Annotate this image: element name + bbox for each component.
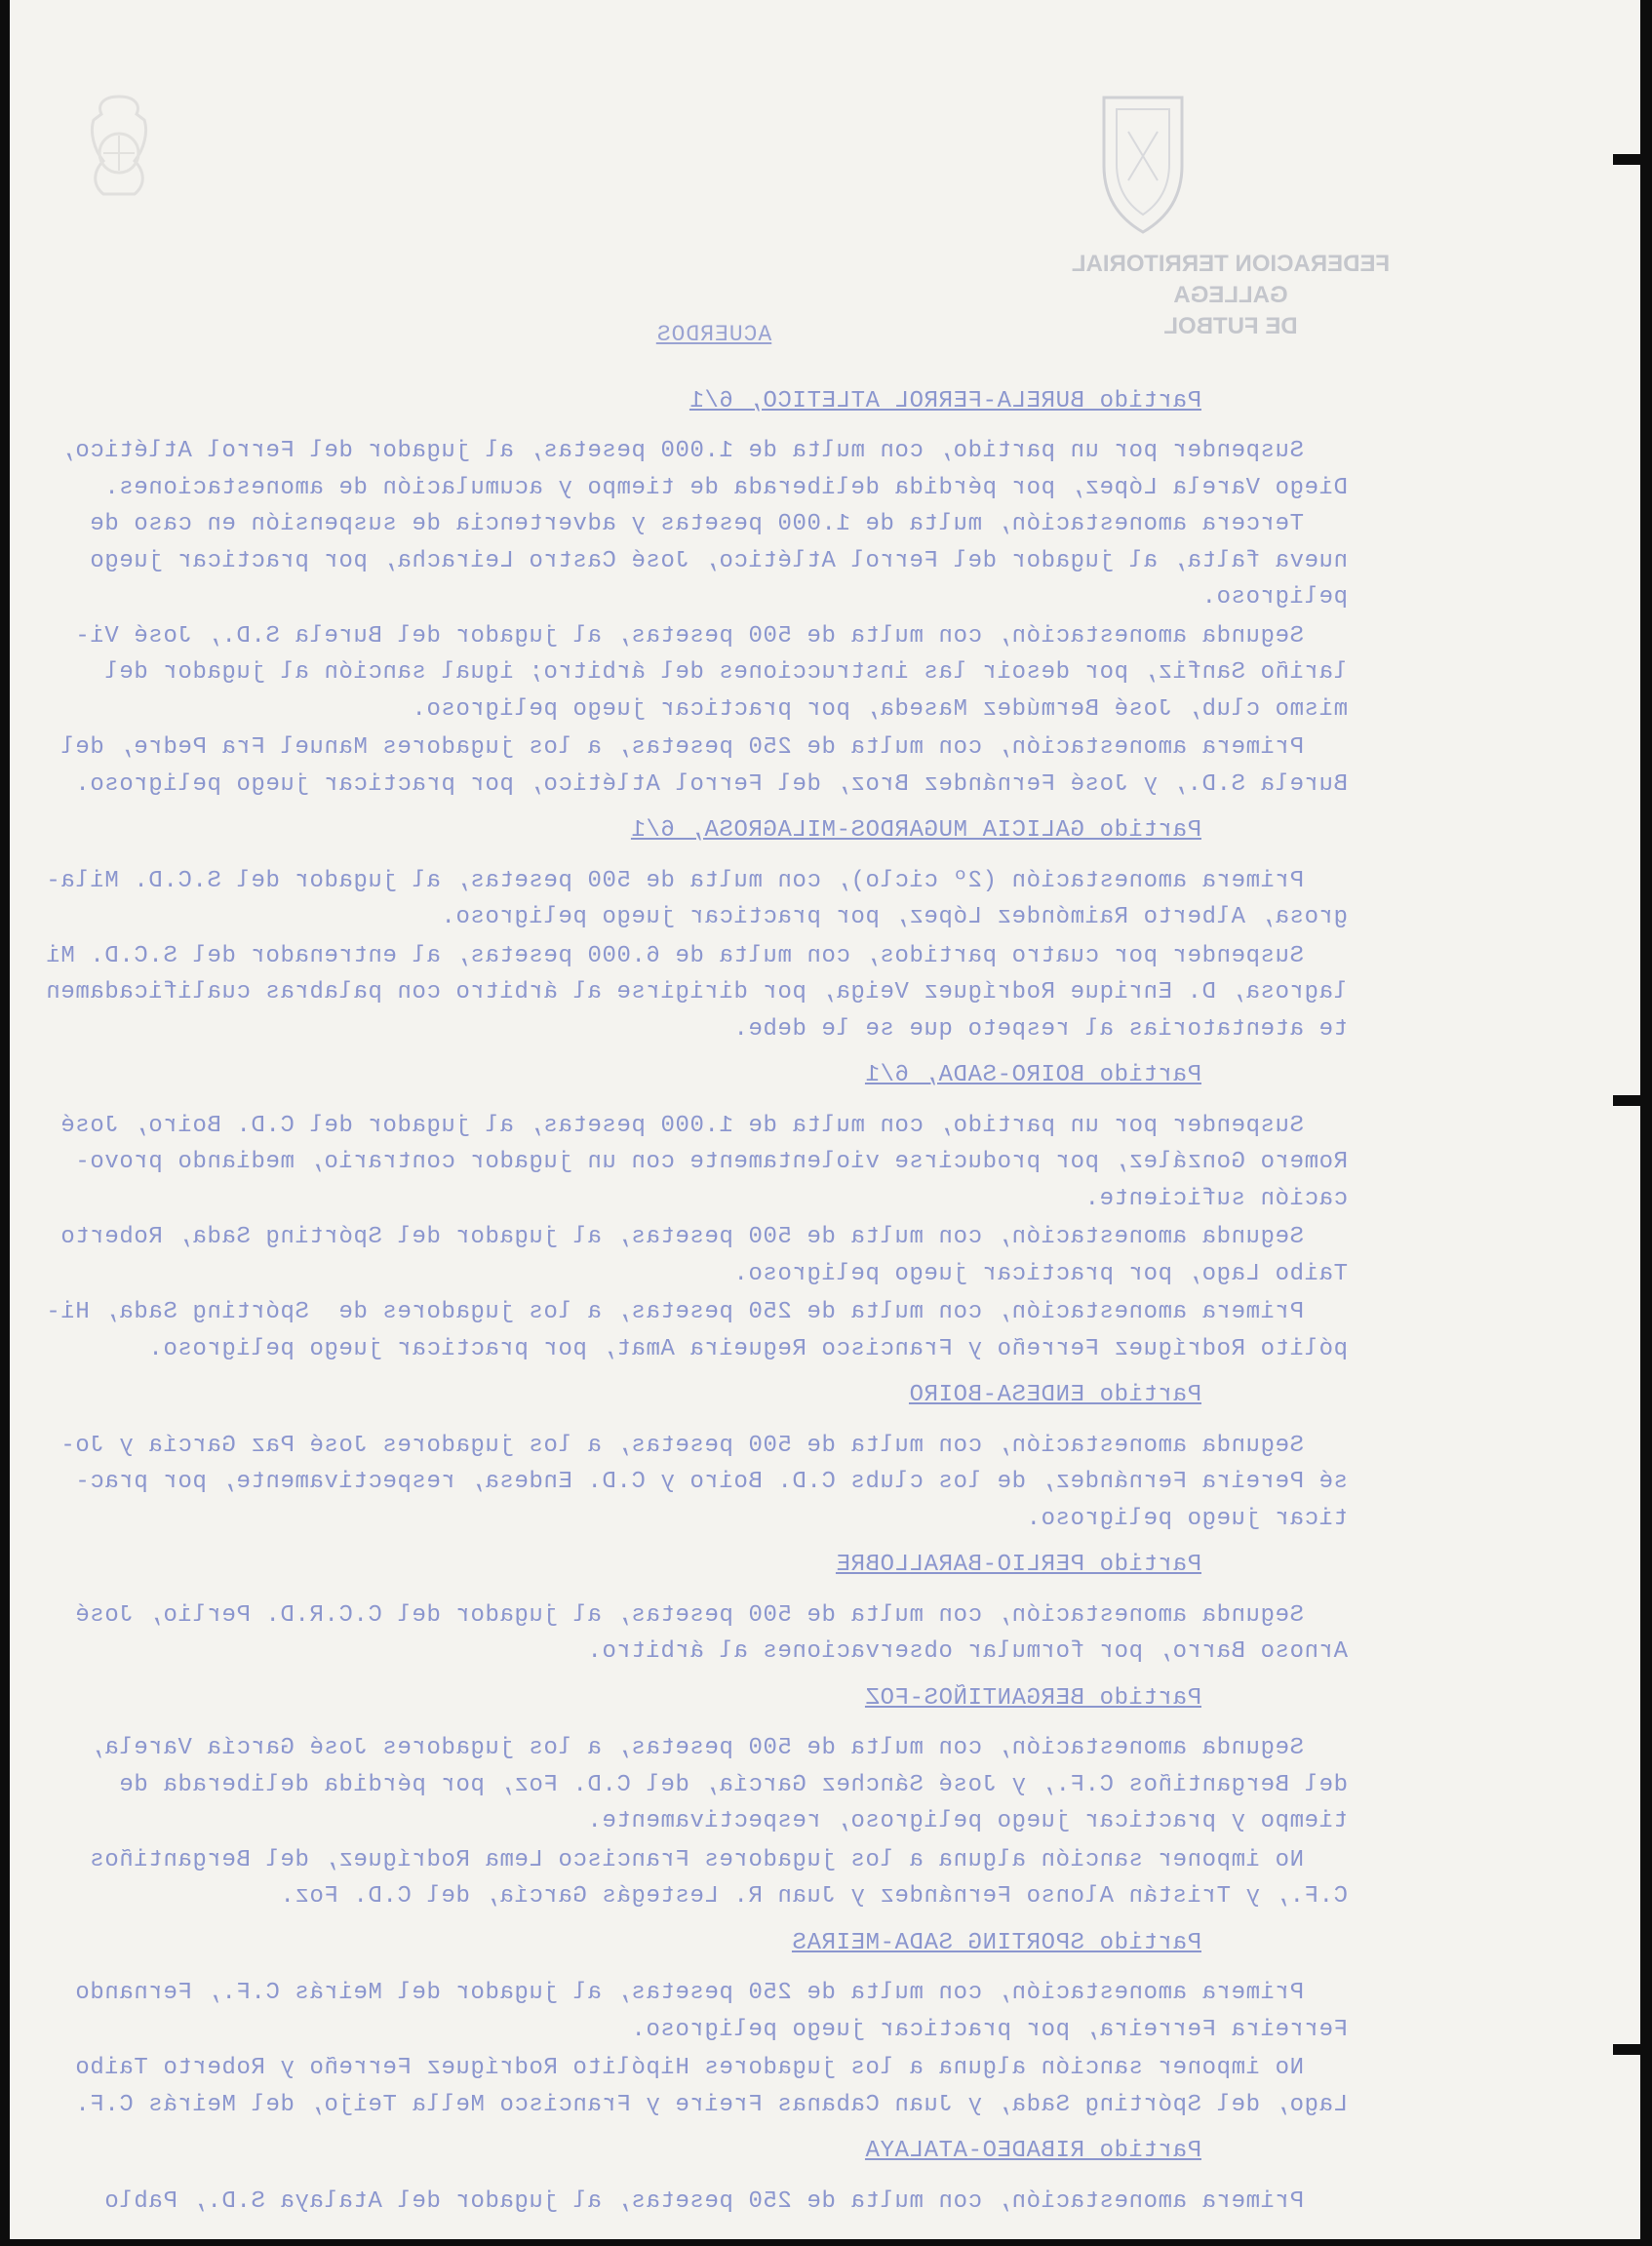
agreement-section [80,1680,1348,1915]
text-line: Romero González, por producirse violentamente con un jugador contrario, mediando provo- [74,1149,1348,1175]
letterhead-line-2: DE FUTBOL [1163,313,1298,339]
text-line: grosa, Alberto Raimóndez López, por practicar juego peligroso. [440,904,1348,930]
text-line: Primera amonestación, con multa de 250 pesetas, al jugador del Meirás C.F., Fernando [74,1980,1348,2006]
text-line: cación suficiente. [1083,1185,1348,1212]
text-line: Suspender por cuatro partidos, con multa de 6.000 pesetas, al entrenador del S.C.D. Mi [45,942,1348,969]
text-line: Suspender por un partido, con multa de 1.000 pesetas, al jugador del Ferrol Atlético, [59,438,1348,464]
agreement-paragraph [74,618,1348,729]
agreement-paragraph [59,1108,1348,1218]
section-title: Partido GALICIA MUGARDOS-MILAGROSA, 6/1 [630,817,1201,844]
agreement-paragraph [59,729,1348,803]
agreement-paragraph [59,1428,1348,1538]
text-line: No imponer sanción alguna a los jugadores Francisco Lema Rodríguez, del Bergantiños [89,1846,1348,1873]
section-title: Partido ENDESA-BOIRO [908,1382,1201,1408]
section-title: Partido BOIRO-SADA, 6/1 [864,1062,1201,1088]
section-title: Partido BURELA-FERROL ATLETICO, 6/1 [688,387,1201,414]
agreement-paragraph [80,2184,1348,2221]
text-line: ticar juego peligroso. [1025,1505,1348,1532]
agreement-paragraph [74,1975,1348,2048]
text-line: Segunda amonestación, con multa de 500 pesetas, al jugador del Spórting Sada, Roberto [59,1224,1348,1250]
seal-icon [1089,88,1197,239]
text-line: Primera amonestación, con multa de 250 pesetas, a los jugadores Manuel Fra Pedre, del [59,734,1348,761]
agreement-paragraph [74,2050,1348,2123]
binder-tab-bottom [1613,2044,1640,2055]
text-line: Arnoso Barro, por formular observaciones al árbitro. [586,1638,1348,1665]
text-line: Tercera amonestación, multa de 1.000 pesetas y advertencia de suspensión en caso de [89,511,1348,537]
agreement-paragraph [45,1294,1348,1367]
agreement-paragraph [59,1219,1348,1292]
sections-list [45,383,1348,2221]
text-line: lagrosa, D. Enrique Rodríguez Veiga, por dirigirse al árbitro con palabras cualificadamen [45,979,1348,1005]
text-line: nueva falta, al jugador del Ferrol Atlético, José Castro Leiracha, por practicar juego [89,547,1348,574]
agreement-paragraph [74,1597,1348,1671]
text-line: Primera amonestación, con multa de 250 pesetas, a los jugadores de Spórting Sada, Hi- [45,1299,1348,1325]
text-line: Taibo Lago, por practicar juego peligroso. [732,1260,1348,1287]
agreement-section [45,812,1348,1047]
text-line: Lago, del Spórting Sada, y Juan Cabanas Freire y Francisco Mella Teijo, del Meirás C.F. [74,2091,1348,2118]
text-line: Primera amonestación (2º ciclo), con multa de 500 pesetas, al jugador del S.C.D. Mila- [45,867,1348,894]
text-line: Segunda amonestación, con multa de 500 pesetas, a los jugadores José García Varela, [89,1735,1348,1761]
text-line: Diego Varela López, por pérdida deliberada de tiempo y acumulación de amonestaciones. [103,474,1348,501]
agreement-section [59,383,1348,804]
page-heading: ACUERDOS [655,322,772,347]
agreement-paragraph [45,863,1348,936]
text-line: Suspender por un partido, con multa de 1.000 pesetas, al jugador del C.D. Boiro, José [59,1112,1348,1139]
text-line: mismo club, José Bermúdez Maseda, por practicar juego peligroso. [411,695,1348,723]
binder-tab-top [1613,154,1640,165]
agreement-section [74,1547,1348,1671]
agreement-paragraph [80,1842,1348,1915]
section-title: Partido PERLIO-BARALLOBRE [835,1552,1201,1578]
text-line: Ferreira Ferreira, por practicar juego peligroso. [630,2016,1348,2043]
text-line: sé Pereira Fernández, de los clubs C.D. Boiro y C.D. Endesa, respectivamente, por prac- [74,1469,1348,1495]
letterhead-line-1: FEDERACION TERRITORIAL GALLEGA [1071,251,1391,308]
crest-icon [80,93,158,200]
text-line: te atentatorias al respeto que se le debe. [732,1015,1348,1043]
text-line: del Bergantiños C.F., y José Sánchez García, del C.D. Foz, por pérdida deliberada de [118,1771,1348,1798]
text-line: Segunda amonestación, con multa de 500 pesetas, a los jugadores José Paz García y Jo- [59,1432,1348,1459]
agreement-section [74,1925,1348,2124]
text-line: tiempo y practicar juego peligroso, respectivamente. [586,1808,1348,1834]
binder-tab-middle [1613,1095,1640,1106]
text-line: Burela S.D., y José Fernández Broz, del Ferrol Atlético, por practicar juego peligroso. [74,770,1348,798]
text-line: Primera amonestación, con multa de 250 pesetas, al jugador del Atalaya S.D., Pablo [103,2187,1348,2215]
text-line: lariño Sanfiz, por desoir las instrucciones del árbitro; igual sanción al jugador del [103,659,1348,686]
agreement-paragraph [45,938,1348,1048]
text-line: No imponer sanción alguna a los jugadores Hipólito Rodríguez Ferreño y Roberto Taibo [74,2055,1348,2081]
document-body [45,317,1348,2222]
text-line: Segunda amonestación, con multa de 500 pesetas, al jugador del C.C.R.D. Perlio, José [74,1601,1348,1629]
agreement-section [59,1377,1348,1537]
agreement-section [80,2133,1348,2220]
section-title: Partido SPORTING SADA-MEIRAS [791,1929,1201,1956]
mirrored-bleed-through [10,0,1640,2239]
text-line: pólito Rodríguez Ferreño y Francisco Regueira Amat, por practicar juego peligroso. [147,1335,1348,1362]
agreement-paragraph [59,433,1348,616]
document-page [10,0,1640,2239]
agreement-section [45,1057,1348,1367]
section-title: Partido RIBADEO-ATALAYA [864,2138,1201,2164]
section-title: Partido BERGANTIÑOS-FOZ [864,1684,1201,1712]
agreement-paragraph [80,1730,1348,1840]
text-line: peligroso. [1200,584,1348,611]
text-line: Segunda amonestación, con multa de 500 pesetas, al jugador del Burela S.D., José Vi- [74,622,1348,650]
text-line: C.F., y Tristán Alonso Fernández y Juan R. Lestegás García, del C.D. Foz. [279,1883,1348,1910]
